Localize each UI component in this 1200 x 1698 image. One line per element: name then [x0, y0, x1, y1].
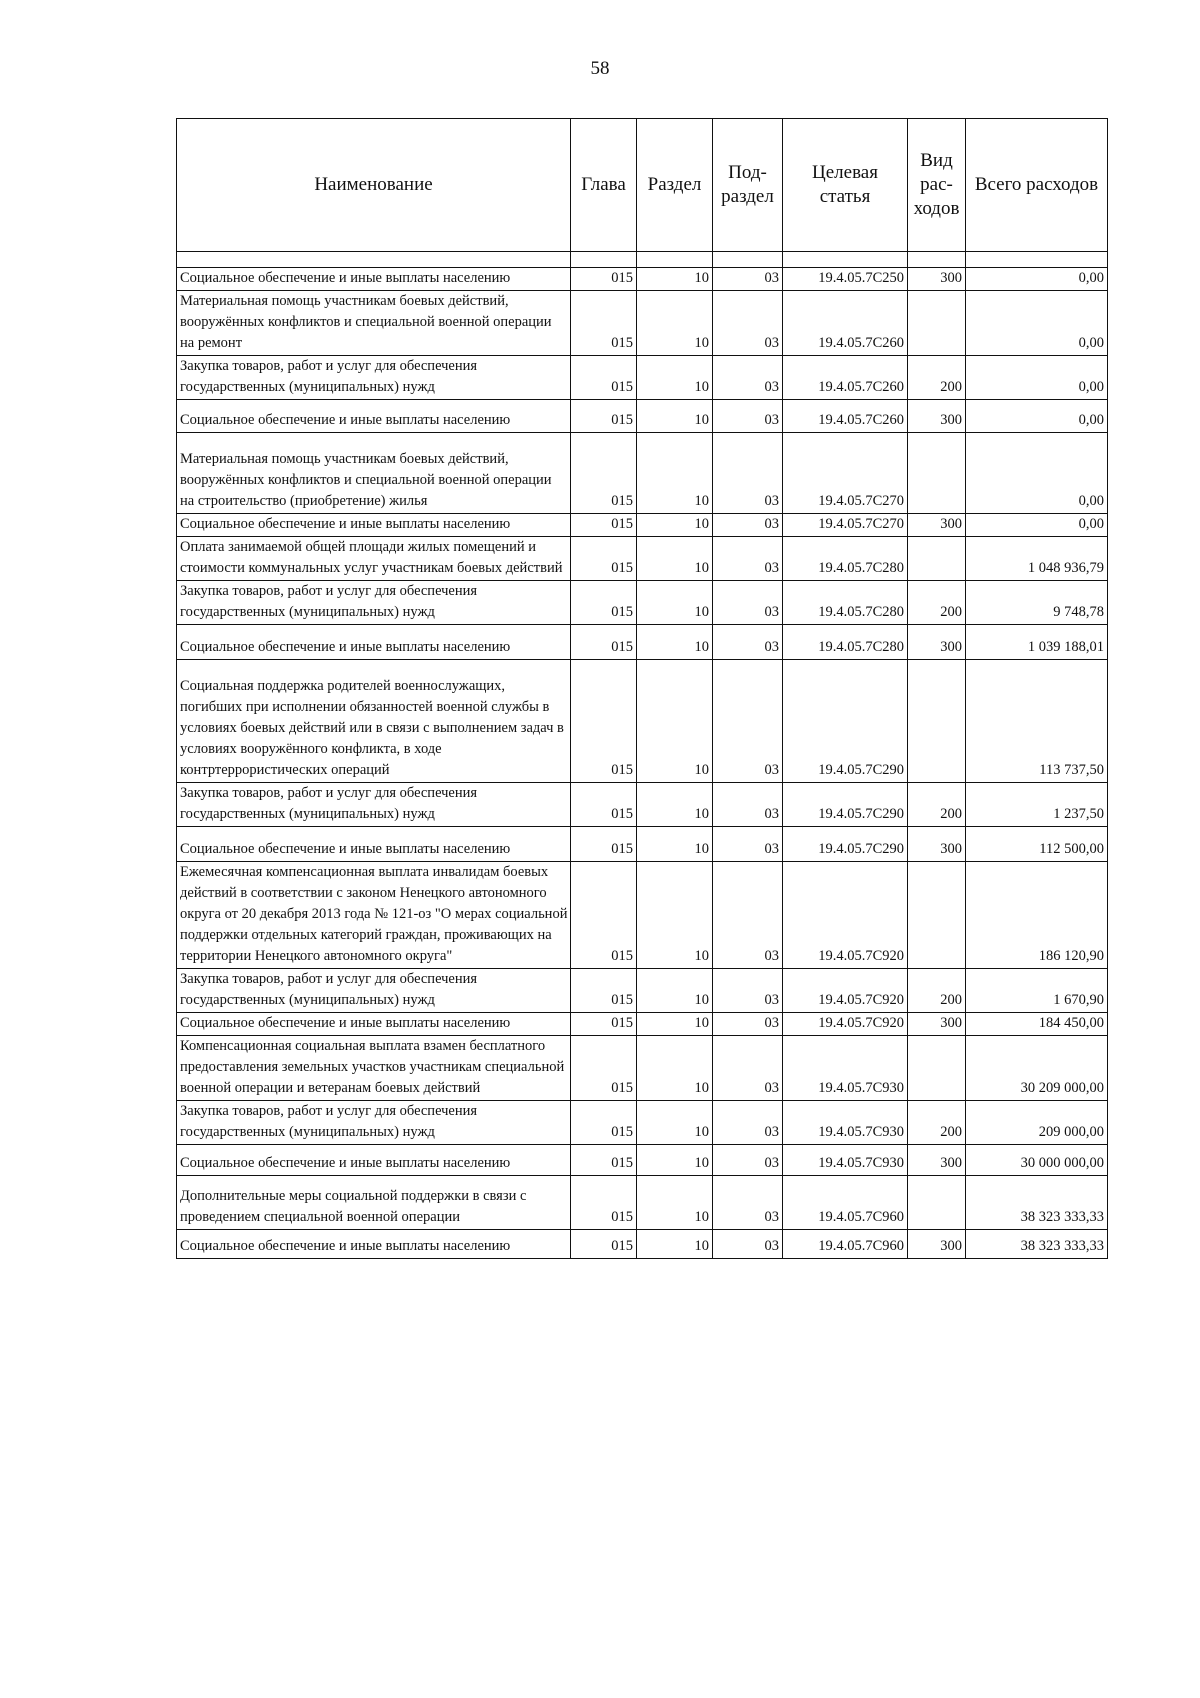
target-cell: 19.4.05.7С960	[783, 1176, 908, 1230]
subsection-cell: 03	[713, 783, 783, 827]
chapter-cell: 015	[571, 862, 637, 969]
total-cell: 1 039 188,01	[966, 625, 1108, 660]
section-cell: 10	[637, 660, 713, 783]
total-cell: 0,00	[966, 400, 1108, 433]
section-cell: 10	[637, 291, 713, 356]
name-cell: Материальная помощь участникам боевых действий, вооружённых конфликтов и специальной военной операции на строительство (приобретение) жилья	[177, 433, 571, 514]
total-cell: 0,00	[966, 433, 1108, 514]
header-chapter: Глава	[571, 119, 637, 252]
chapter-cell: 015	[571, 1101, 637, 1145]
expense-type-cell: 300	[908, 827, 966, 862]
subsection-cell: 03	[713, 268, 783, 291]
chapter-cell: 015	[571, 1176, 637, 1230]
name-cell: Закупка товаров, работ и услуг для обеспечения государственных (муниципальных) нужд	[177, 783, 571, 827]
name-cell: Закупка товаров, работ и услуг для обеспечения государственных (муниципальных) нужд	[177, 1101, 571, 1145]
table-row	[177, 433, 1108, 514]
total-cell: 1 048 936,79	[966, 537, 1108, 581]
target-cell: 19.4.05.7С960	[783, 1230, 908, 1259]
total-cell: 38 323 333,33	[966, 1230, 1108, 1259]
subsection-cell: 03	[713, 1176, 783, 1230]
section-cell: 10	[637, 268, 713, 291]
subsection-cell: 03	[713, 1145, 783, 1176]
section-cell: 10	[637, 581, 713, 625]
total-cell: 30 209 000,00	[966, 1036, 1108, 1101]
chapter-cell: 015	[571, 783, 637, 827]
expense-type-cell: 200	[908, 581, 966, 625]
chapter-cell: 015	[571, 356, 637, 400]
table-row	[177, 783, 1108, 827]
table-row	[177, 862, 1108, 969]
target-cell: 19.4.05.7С930	[783, 1145, 908, 1176]
header-subsection: Под- раздел	[713, 119, 783, 252]
section-cell: 10	[637, 1101, 713, 1145]
target-cell: 19.4.05.7С260	[783, 291, 908, 356]
expense-type-cell: 200	[908, 783, 966, 827]
section-cell: 10	[637, 969, 713, 1013]
chapter-cell: 015	[571, 625, 637, 660]
expense-type-cell	[908, 1176, 966, 1230]
name-cell: Социальное обеспечение и иные выплаты населению	[177, 1230, 571, 1259]
target-cell: 19.4.05.7С930	[783, 1036, 908, 1101]
section-cell: 10	[637, 400, 713, 433]
section-cell: 10	[637, 1145, 713, 1176]
header-total: Всего расходов	[966, 119, 1108, 252]
subsection-cell: 03	[713, 356, 783, 400]
target-cell: 19.4.05.7С280	[783, 625, 908, 660]
subsection-cell: 03	[713, 827, 783, 862]
section-cell: 10	[637, 1013, 713, 1036]
name-cell: Компенсационная социальная выплата взамен бесплатного предоставления земельных участков участникам специальной военной операции и ветеранам боевых действий	[177, 1036, 571, 1101]
chapter-cell: 015	[571, 1036, 637, 1101]
section-cell: 10	[637, 356, 713, 400]
subsection-cell: 03	[713, 1230, 783, 1259]
total-cell: 30 000 000,00	[966, 1145, 1108, 1176]
subsection-cell: 03	[713, 291, 783, 356]
total-cell: 0,00	[966, 268, 1108, 291]
subsection-cell: 03	[713, 537, 783, 581]
expense-type-cell	[908, 433, 966, 514]
target-cell: 19.4.05.7С280	[783, 581, 908, 625]
section-cell: 10	[637, 514, 713, 537]
total-cell: 184 450,00	[966, 1013, 1108, 1036]
chapter-cell: 015	[571, 1230, 637, 1259]
expense-type-cell	[908, 291, 966, 356]
section-cell: 10	[637, 862, 713, 969]
target-cell: 19.4.05.7С920	[783, 1013, 908, 1036]
chapter-cell: 015	[571, 268, 637, 291]
table-row	[177, 969, 1108, 1013]
table-row	[177, 1145, 1108, 1176]
expense-type-cell: 300	[908, 400, 966, 433]
expense-type-cell: 300	[908, 514, 966, 537]
chapter-cell: 015	[571, 969, 637, 1013]
expense-type-cell: 200	[908, 1101, 966, 1145]
subsection-cell: 03	[713, 433, 783, 514]
name-cell: Закупка товаров, работ и услуг для обеспечения государственных (муниципальных) нужд	[177, 969, 571, 1013]
header-row	[177, 119, 1108, 252]
target-cell: 19.4.05.7С250	[783, 268, 908, 291]
total-cell: 209 000,00	[966, 1101, 1108, 1145]
table-row	[177, 1176, 1108, 1230]
table-row	[177, 514, 1108, 537]
subsection-cell: 03	[713, 625, 783, 660]
section-cell: 10	[637, 1176, 713, 1230]
target-cell: 19.4.05.7С290	[783, 660, 908, 783]
target-cell: 19.4.05.7С260	[783, 356, 908, 400]
section-cell: 10	[637, 1036, 713, 1101]
name-cell: Социальное обеспечение и иные выплаты населению	[177, 625, 571, 660]
expense-type-cell: 300	[908, 625, 966, 660]
name-cell: Закупка товаров, работ и услуг для обеспечения государственных (муниципальных) нужд	[177, 581, 571, 625]
chapter-cell: 015	[571, 1145, 637, 1176]
target-cell: 19.4.05.7С270	[783, 433, 908, 514]
subsection-cell: 03	[713, 1101, 783, 1145]
header-name: Наименование	[177, 119, 571, 252]
subsection-cell: 03	[713, 581, 783, 625]
subsection-cell: 03	[713, 514, 783, 537]
subsection-cell: 03	[713, 660, 783, 783]
header-expense-type: Вид рас- ходов	[908, 119, 966, 252]
name-cell: Социальное обеспечение и иные выплаты населению	[177, 827, 571, 862]
expenditure-table	[176, 118, 1108, 1259]
table-row	[177, 268, 1108, 291]
chapter-cell: 015	[571, 581, 637, 625]
name-cell: Оплата занимаемой общей площади жилых помещений и стоимости коммунальных услуг участникам боевых действий	[177, 537, 571, 581]
chapter-cell: 015	[571, 660, 637, 783]
total-cell: 0,00	[966, 291, 1108, 356]
expense-type-cell: 200	[908, 356, 966, 400]
table-row	[177, 581, 1108, 625]
target-cell: 19.4.05.7С920	[783, 862, 908, 969]
table-row	[177, 1101, 1108, 1145]
header-target: Целевая статья	[783, 119, 908, 252]
name-cell: Дополнительные меры социальной поддержки в связи с проведением специальной военной операции	[177, 1176, 571, 1230]
section-cell: 10	[637, 827, 713, 862]
name-cell: Социальная поддержка родителей военнослужащих, погибших при исполнении обязанностей военной службы в условиях боевых действий или в связи с выполнением задач в условиях вооружённого конфликта, в ходе контртеррористических операций	[177, 660, 571, 783]
target-cell: 19.4.05.7С270	[783, 514, 908, 537]
name-cell: Социальное обеспечение и иные выплаты населению	[177, 514, 571, 537]
expense-type-cell: 300	[908, 268, 966, 291]
expense-type-cell	[908, 862, 966, 969]
total-cell: 0,00	[966, 356, 1108, 400]
total-cell: 1 670,90	[966, 969, 1108, 1013]
chapter-cell: 015	[571, 1013, 637, 1036]
name-cell: Закупка товаров, работ и услуг для обеспечения государственных (муниципальных) нужд	[177, 356, 571, 400]
total-cell: 112 500,00	[966, 827, 1108, 862]
table-row	[177, 291, 1108, 356]
subsection-cell: 03	[713, 1013, 783, 1036]
table-row	[177, 660, 1108, 783]
chapter-cell: 015	[571, 827, 637, 862]
section-cell: 10	[637, 625, 713, 660]
section-cell: 10	[637, 537, 713, 581]
table-row	[177, 1230, 1108, 1259]
target-cell: 19.4.05.7С290	[783, 827, 908, 862]
section-cell: 10	[637, 1230, 713, 1259]
subsection-cell: 03	[713, 1036, 783, 1101]
subsection-cell: 03	[713, 862, 783, 969]
name-cell: Материальная помощь участникам боевых действий, вооружённых конфликтов и специальной военной операции на ремонт	[177, 291, 571, 356]
total-cell: 113 737,50	[966, 660, 1108, 783]
table-row	[177, 356, 1108, 400]
table-row	[177, 1013, 1108, 1036]
expense-type-cell: 300	[908, 1145, 966, 1176]
total-cell: 0,00	[966, 514, 1108, 537]
target-cell: 19.4.05.7С280	[783, 537, 908, 581]
section-cell: 10	[637, 783, 713, 827]
total-cell: 1 237,50	[966, 783, 1108, 827]
expense-type-cell: 200	[908, 969, 966, 1013]
expense-type-cell: 300	[908, 1230, 966, 1259]
table-row	[177, 400, 1108, 433]
page-number: 58	[590, 58, 610, 79]
table-row	[177, 625, 1108, 660]
subsection-cell: 03	[713, 400, 783, 433]
section-cell: 10	[637, 433, 713, 514]
expense-type-cell	[908, 660, 966, 783]
name-cell: Социальное обеспечение и иные выплаты населению	[177, 268, 571, 291]
name-cell: Социальное обеспечение и иные выплаты населению	[177, 1145, 571, 1176]
target-cell: 19.4.05.7С920	[783, 969, 908, 1013]
total-cell: 38 323 333,33	[966, 1176, 1108, 1230]
expense-type-cell	[908, 537, 966, 581]
expense-type-cell: 300	[908, 1013, 966, 1036]
expense-type-cell	[908, 1036, 966, 1101]
header-gap-row	[177, 252, 1108, 268]
table-row	[177, 827, 1108, 862]
header-section: Раздел	[637, 119, 713, 252]
name-cell: Социальное обеспечение и иные выплаты населению	[177, 1013, 571, 1036]
subsection-cell: 03	[713, 969, 783, 1013]
name-cell: Ежемесячная компенсационная выплата инвалидам боевых действий в соответствии с законом Ненецкого автономного округа от 20 декабря 2013 года № 121-оз "О мерах социальной поддержки отдельных категорий граждан, проживающих на территории Ненецкого автономного округа"	[177, 862, 571, 969]
target-cell: 19.4.05.7С290	[783, 783, 908, 827]
name-cell: Социальное обеспечение и иные выплаты населению	[177, 400, 571, 433]
total-cell: 9 748,78	[966, 581, 1108, 625]
chapter-cell: 015	[571, 514, 637, 537]
target-cell: 19.4.05.7С260	[783, 400, 908, 433]
table-row	[177, 1036, 1108, 1101]
chapter-cell: 015	[571, 537, 637, 581]
target-cell: 19.4.05.7С930	[783, 1101, 908, 1145]
table-row	[177, 537, 1108, 581]
total-cell: 186 120,90	[966, 862, 1108, 969]
chapter-cell: 015	[571, 291, 637, 356]
chapter-cell: 015	[571, 400, 637, 433]
chapter-cell: 015	[571, 433, 637, 514]
